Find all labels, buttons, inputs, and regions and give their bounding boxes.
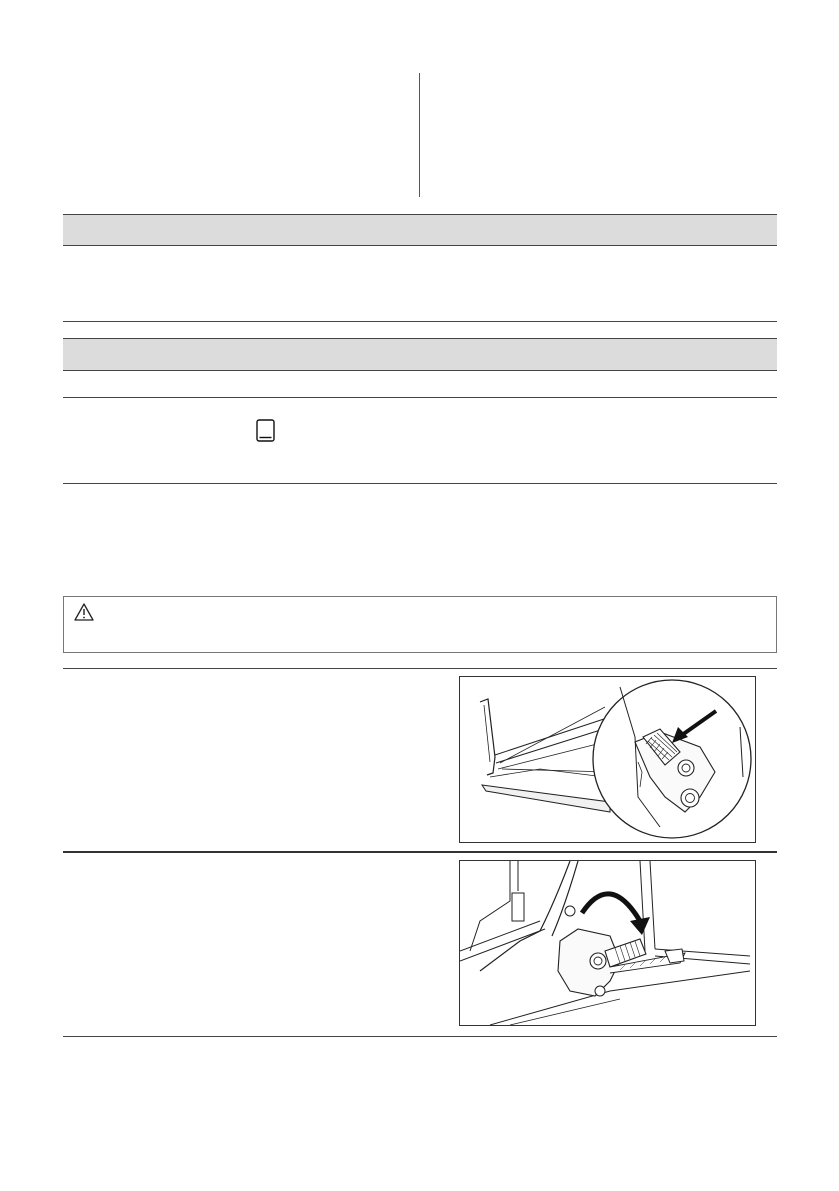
- section-rule-1: [63, 321, 777, 322]
- step-rule-1: [63, 668, 777, 669]
- warning-triangle-icon: [74, 603, 94, 621]
- section-header-bar-2: [63, 338, 777, 371]
- table-rule-1: [63, 397, 777, 398]
- column-divider: [419, 73, 420, 197]
- warning-box: [63, 596, 777, 653]
- curved-arrow-icon: [582, 894, 640, 921]
- hinge-lever-rotate-figure: [459, 860, 756, 1026]
- step-rule-3: [63, 1036, 777, 1037]
- section-header-bar-1: [63, 214, 777, 246]
- oven-door-icon: [256, 419, 275, 442]
- step-rule-2: [63, 851, 777, 853]
- table-rule-2: [63, 483, 777, 484]
- hinge-release-figure: [459, 676, 756, 843]
